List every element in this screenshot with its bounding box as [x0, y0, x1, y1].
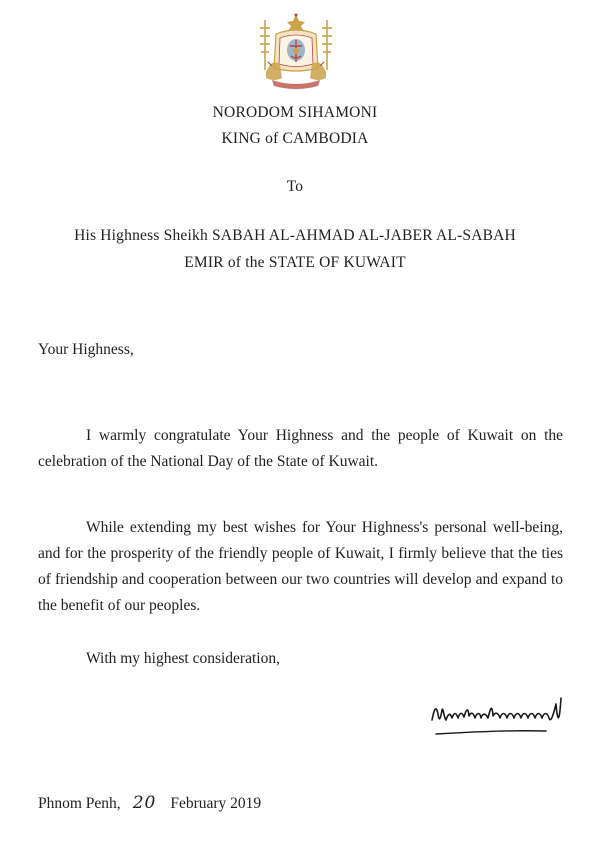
to-label: To	[286, 178, 304, 195]
closing-line: With my highest consideration,	[86, 650, 280, 667]
place-date	[38, 793, 261, 813]
sender-title: KING of CAMBODIA	[221, 130, 369, 147]
body-paragraph: While extending my best wishes for Your Highness's personal well-being, and for the prosperity of the friendly people of Kuwait, I firmly believe that the ties of friendship and cooperation between our two countries will develop and expand to the benefit of our peoples.	[38, 519, 563, 614]
recipient-name: His Highness Sheikh SABAH AL-AHMAD AL-JABER AL-SABAH	[74, 227, 516, 244]
signature-icon	[428, 690, 570, 738]
place: Phnom Penh,	[38, 795, 121, 812]
date-day-handwritten: 20	[132, 793, 157, 813]
recipient-title: EMIR of the STATE OF KUWAIT	[184, 254, 406, 271]
sender-name: NORODOM SIHAMONI	[212, 104, 378, 121]
body-paragraph: I warmly congratulate Your Highness and the people of Kuwait on the celebration of the National Day of the State of Kuwait.	[38, 427, 563, 470]
royal-crest-icon	[258, 12, 334, 90]
salutation: Your Highness,	[38, 341, 134, 358]
date-month-year: February 2019	[170, 795, 262, 812]
